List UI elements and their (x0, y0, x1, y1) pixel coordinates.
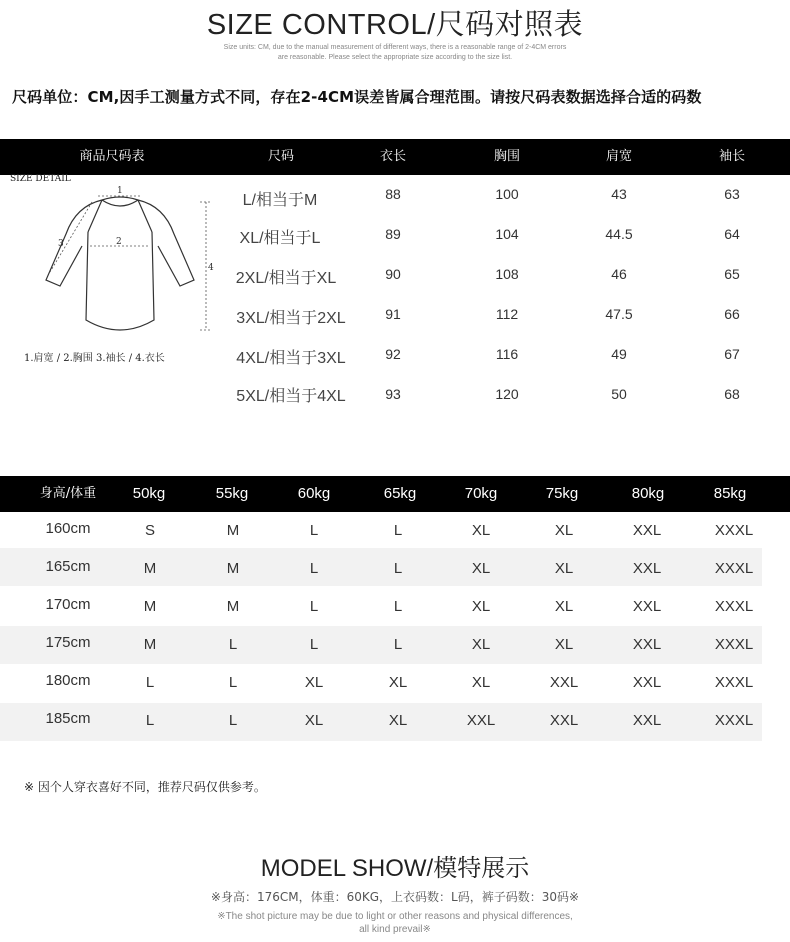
size-recommend-cell: L (393, 560, 403, 577)
model-note-line2: all kind prevail※ (359, 924, 431, 935)
shoulder-cell: 49 (611, 346, 627, 362)
size-recommend-cell: XXL (632, 560, 662, 577)
size-recommend-cell: M (226, 560, 240, 577)
diagram-mark-3: 3 (58, 239, 64, 249)
size-recommend-cell: XXXL (714, 598, 754, 615)
header-weight: 75kg (545, 485, 579, 502)
size-recommend-cell: L (145, 712, 155, 729)
header-height-weight: 身高/体重 (39, 486, 97, 501)
chest-cell: 120 (495, 386, 519, 402)
size-recommend-cell: XXL (549, 712, 579, 729)
size-recommend-cell: XXXL (714, 636, 754, 653)
header-weight: 85kg (713, 485, 747, 502)
size-recommend-cell: XL (554, 560, 574, 577)
header-weight: 80kg (631, 485, 665, 502)
chest-cell: 116 (495, 346, 519, 362)
size-recommend-cell: XXL (466, 712, 496, 729)
size-recommend-cell: XL (471, 636, 491, 653)
size-recommend-cell: L (309, 598, 319, 615)
size-recommend-cell: XXL (632, 674, 662, 691)
size-recommend-cell: L (145, 674, 155, 691)
header-chest: 胸围 (493, 149, 521, 164)
size-recommend-cell: XXL (632, 522, 662, 539)
length-cell: 88 (385, 186, 401, 202)
size-intro-text: 尺码单位：CM,因手工测量方式不同，存在2-4CM误差皆属合理范围。请按尺码表数据选择合适的码数 (12, 88, 702, 106)
header-sleeve: 袖长 (718, 149, 746, 164)
size-recommend-cell: XL (304, 674, 324, 691)
model-show-title: MODEL SHOW/模特展示 (260, 855, 530, 882)
size-recommend-cell: XL (471, 674, 491, 691)
size-recommend-cell: XXXL (714, 560, 754, 577)
size-cell: XL/相当于L (239, 230, 321, 247)
header-length: 衣长 (379, 149, 407, 164)
shoulder-cell: 43 (611, 186, 627, 202)
size-recommend-cell: XXL (632, 598, 662, 615)
sleeve-cell: 65 (724, 266, 740, 282)
chest-cell: 104 (495, 226, 519, 242)
size-cell: 5XL/相当于4XL (236, 388, 346, 405)
size-cell: 3XL/相当于2XL (236, 310, 346, 327)
model-note-line1: ※The shot picture may be due to light or other reasons and physical differences, (217, 911, 573, 922)
shoulder-cell: 46 (611, 266, 627, 282)
size-recommend-cell: L (309, 636, 319, 653)
header-weight: 55kg (215, 485, 249, 502)
height-cell: 175cm (45, 634, 91, 651)
length-cell: 93 (385, 386, 401, 402)
size-recommend-cell: XL (388, 712, 408, 729)
size-recommend-cell: XXL (549, 674, 579, 691)
length-cell: 91 (385, 306, 401, 322)
height-cell: 185cm (45, 710, 91, 727)
header-weight: 50kg (132, 485, 166, 502)
size-detail-title: SIZE DETAIL (10, 174, 71, 184)
size-recommend-cell: XL (554, 636, 574, 653)
header-shoulder: 肩宽 (605, 149, 633, 164)
size-cell: 4XL/相当于3XL (236, 350, 346, 367)
chest-cell: 108 (495, 266, 519, 282)
size-recommend-cell: L (228, 674, 238, 691)
size-recommend-cell: L (228, 712, 238, 729)
size-recommend-cell: XL (554, 522, 574, 539)
size-recommend-cell: L (309, 560, 319, 577)
size-recommend-cell: M (143, 636, 157, 653)
size-cell: 2XL/相当于XL (235, 270, 337, 287)
size-recommend-cell: L (393, 522, 403, 539)
header-weight: 60kg (297, 485, 331, 502)
height-cell: 160cm (45, 520, 91, 537)
size-recommend-cell: L (309, 522, 319, 539)
diagram-mark-2: 2 (116, 237, 122, 247)
size-recommend-cell: M (143, 560, 157, 577)
size-recommend-cell: XL (554, 598, 574, 615)
length-cell: 89 (385, 226, 401, 242)
size-recommend-cell: M (143, 598, 157, 615)
height-cell: 180cm (45, 672, 91, 689)
sleeve-cell: 63 (724, 186, 740, 202)
header-weight: 70kg (464, 485, 498, 502)
chest-cell: 100 (495, 186, 519, 202)
size-recommend-cell: XL (471, 522, 491, 539)
size-recommend-cell: XXXL (714, 522, 754, 539)
header-size: 尺码 (267, 149, 295, 164)
size-recommend-cell: XXXL (714, 712, 754, 729)
recommend-table-header (0, 476, 790, 512)
shoulder-cell: 44.5 (605, 226, 633, 242)
size-recommend-cell: XL (471, 598, 491, 615)
footnote: ※ 因个人穿衣喜好不同，推荐尺码仅供参考。 (24, 780, 266, 794)
height-cell: 170cm (45, 596, 91, 613)
garment-diagram (20, 172, 220, 344)
size-recommend-cell: XXXL (714, 674, 754, 691)
sleeve-cell: 66 (724, 306, 740, 322)
header-weight: 65kg (383, 485, 417, 502)
size-recommend-cell: XL (388, 674, 408, 691)
size-cell: L/相当于M (242, 192, 318, 209)
size-recommend-cell: XXL (632, 712, 662, 729)
sleeve-cell: 68 (724, 386, 740, 402)
diagram-mark-4: 4 (208, 263, 214, 273)
size-recommend-cell: XL (304, 712, 324, 729)
header-product-size-chart: 商品尺码表 (79, 149, 145, 164)
size-recommend-cell: S (144, 522, 156, 539)
size-recommend-cell: L (393, 598, 403, 615)
product-table-header (0, 139, 790, 175)
diagram-mark-1: 1 (117, 186, 123, 196)
shoulder-cell: 50 (611, 386, 627, 402)
size-recommend-cell: L (393, 636, 403, 653)
model-info: ※身高：176CM，体重：60KG，上衣码数：L码，裤子码数：30码※ (210, 890, 580, 904)
diagram-legend: 1.肩宽 / 2.胸围 3.袖长 / 4.衣长 (24, 353, 165, 364)
sleeve-cell: 64 (724, 226, 740, 242)
length-cell: 90 (385, 266, 401, 282)
chest-cell: 112 (495, 306, 519, 322)
size-units-note-line1: Size units: CM, due to the manual measurement of different ways, there is a reasonable range of 2-4CM errors (223, 44, 567, 51)
size-recommend-cell: M (226, 598, 240, 615)
sleeve-cell: 67 (724, 346, 740, 362)
shoulder-cell: 47.5 (605, 306, 633, 322)
size-recommend-cell: L (228, 636, 238, 653)
height-cell: 165cm (45, 558, 91, 575)
size-units-note-line2: are reasonable. Please select the appropriate size according to the size list. (277, 54, 513, 61)
length-cell: 92 (385, 346, 401, 362)
page-title: SIZE CONTROL/尺码对照表 (206, 9, 584, 41)
size-recommend-cell: XL (471, 560, 491, 577)
size-recommend-cell: XXL (632, 636, 662, 653)
size-recommend-cell: M (226, 522, 240, 539)
